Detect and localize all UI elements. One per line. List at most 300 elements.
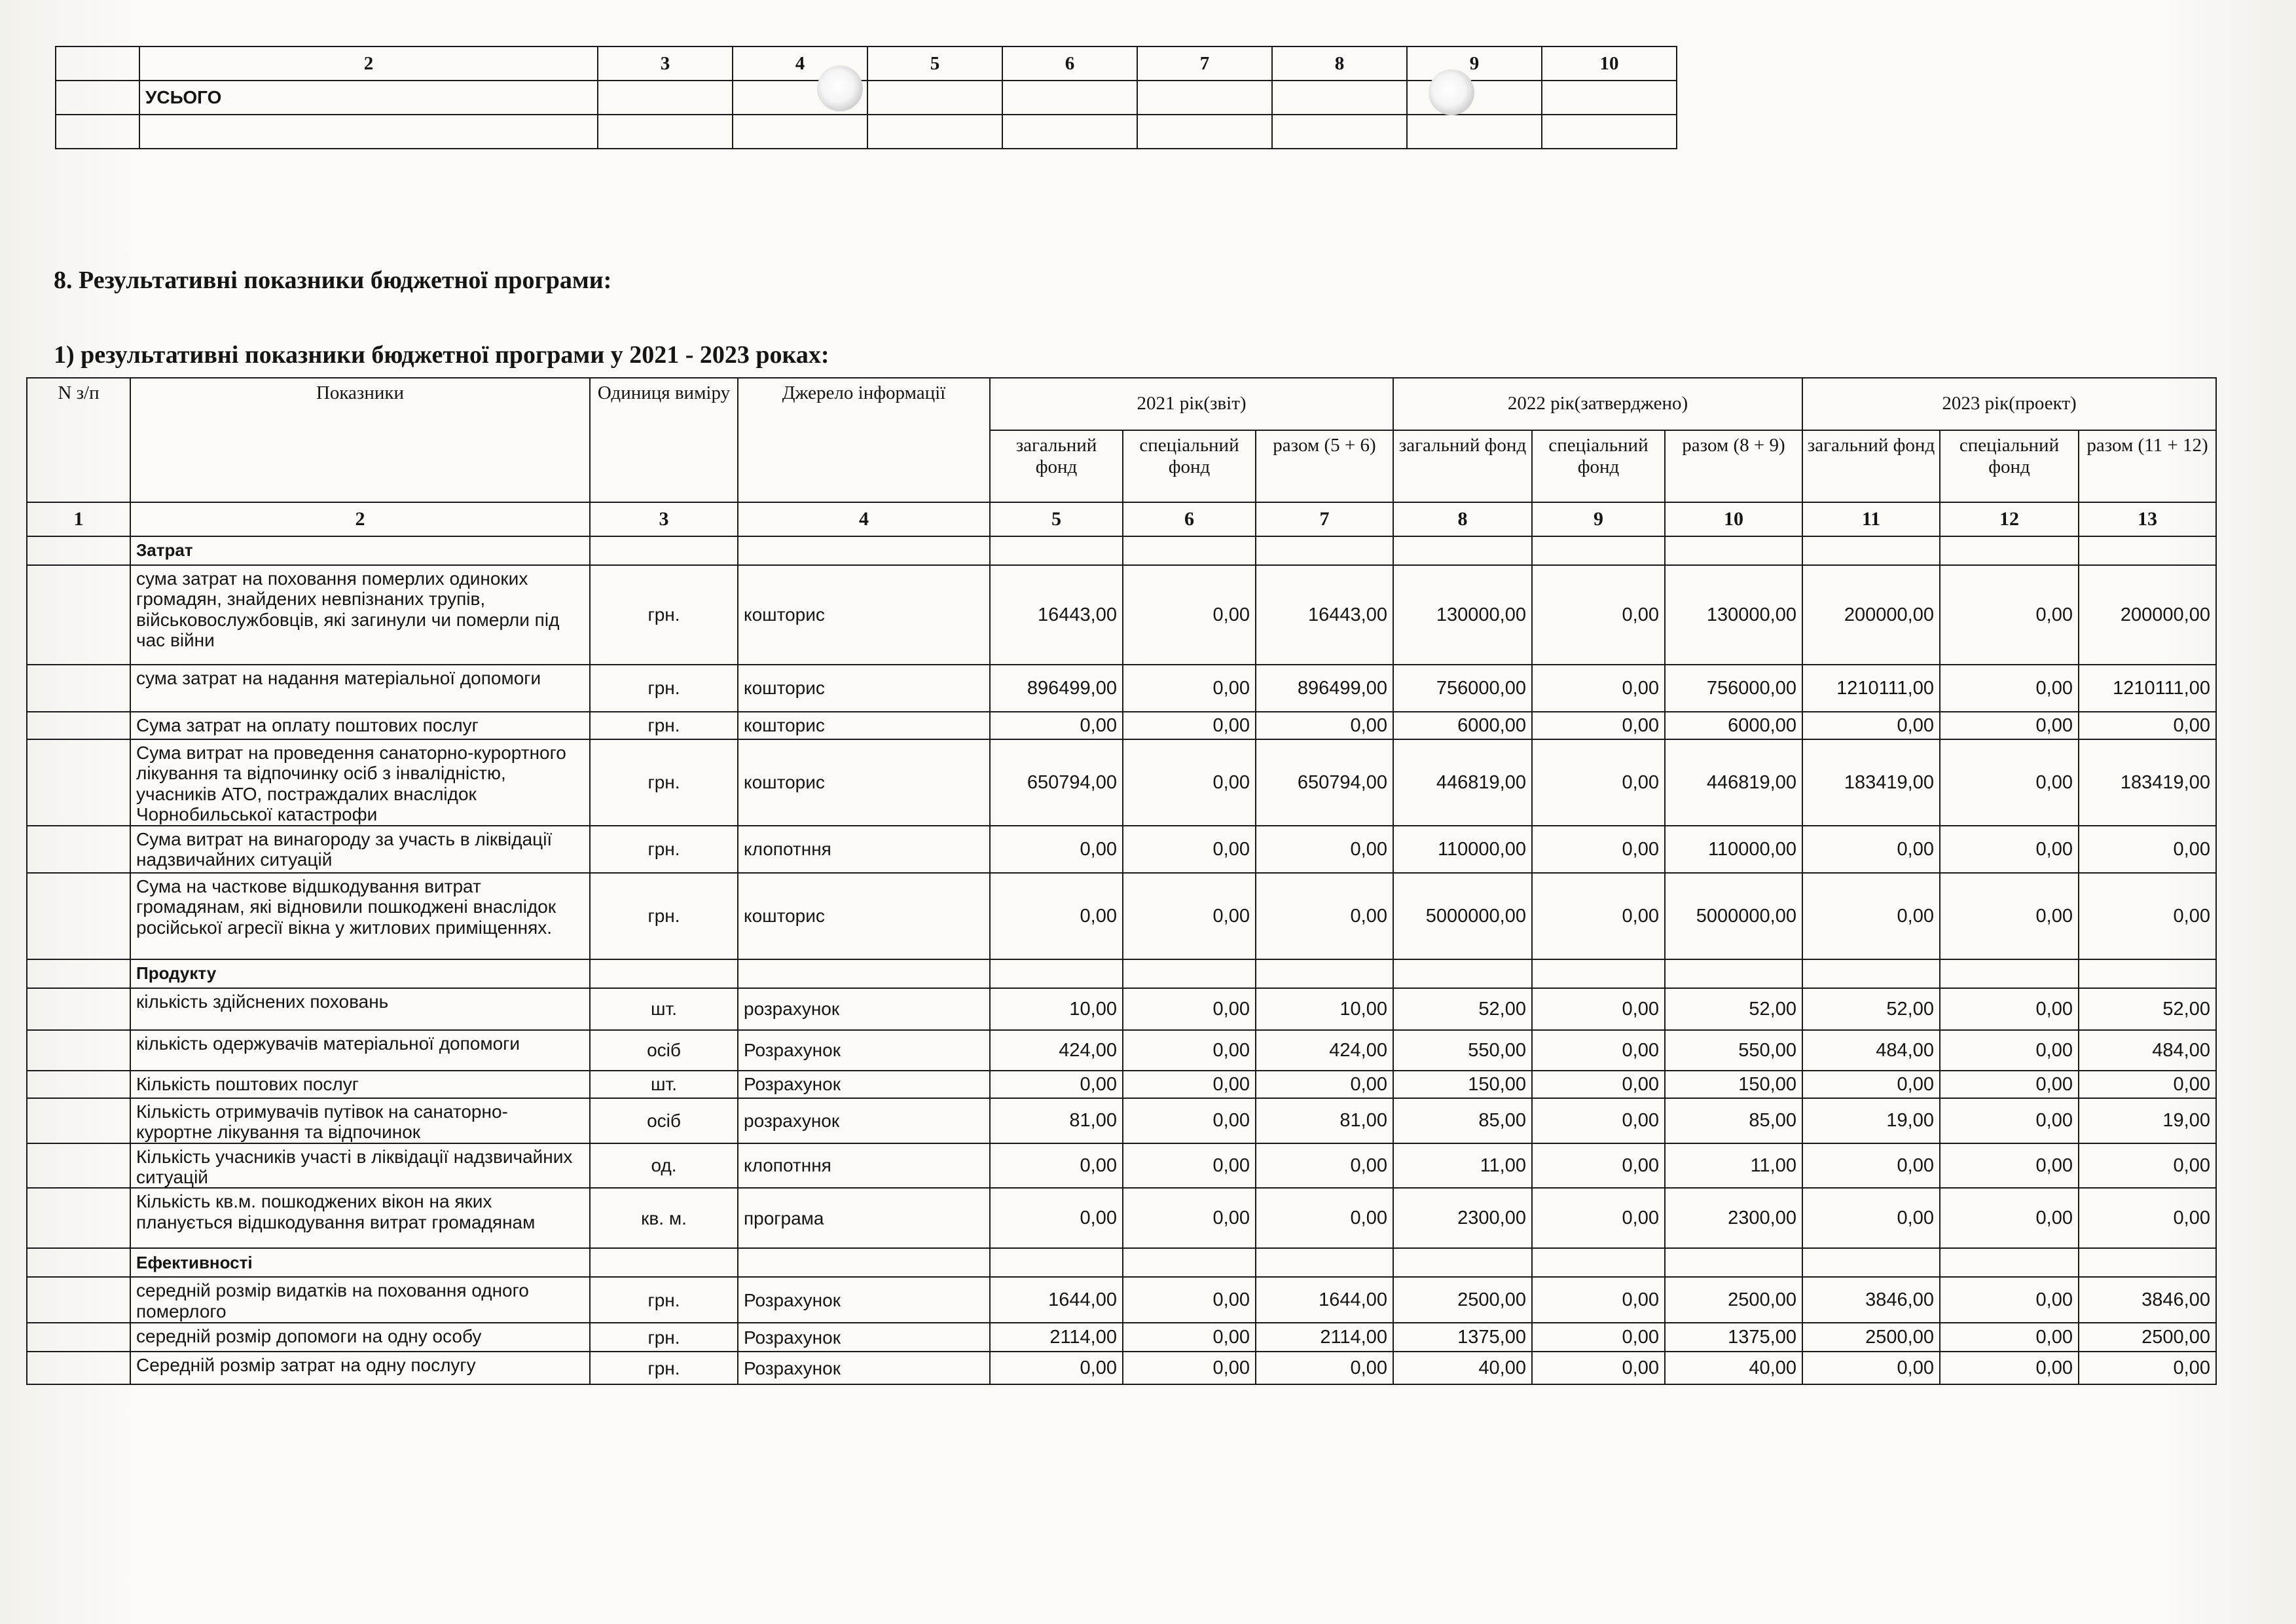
value-2021-special-fund: 0,00	[1123, 739, 1256, 826]
value-2021-special-fund: 0,00	[1123, 1143, 1256, 1189]
value-2022-special-fund: 0,00	[1532, 1188, 1665, 1248]
header-general-fund: загальний фонд	[1393, 430, 1532, 502]
value-2023-sum: 0,00	[2079, 1143, 2216, 1189]
row-number-cell	[27, 1071, 130, 1098]
empty-cell	[1123, 536, 1256, 565]
header-sum-2021: разом (5 + 6)	[1256, 430, 1393, 502]
value-2023-sum: 200000,00	[2079, 565, 2216, 665]
value-2023-sum: 0,00	[2079, 826, 2216, 873]
top-table-col-index: 10	[1542, 46, 1677, 81]
value-2021-sum: 650794,00	[1256, 739, 1393, 826]
indicator-name: Кількість поштових послуг	[130, 1071, 590, 1098]
subsection-1-heading: 1) результативні показники бюджетної програми у 2021 - 2023 роках:	[54, 341, 829, 369]
value-2022-sum: 5000000,00	[1665, 873, 1802, 959]
top-table-cell	[1407, 115, 1542, 149]
value-2021-general-fund: 16443,00	[990, 565, 1123, 665]
section-row	[27, 959, 2216, 988]
indicator-name: Сума на часткове відшкодування витрат громадянам, які відновили пошкоджені внаслідок російської агресії вікна у житлових приміщеннях.	[130, 873, 590, 959]
value-2022-special-fund: 0,00	[1532, 565, 1665, 665]
empty-cell	[1665, 959, 1802, 988]
row-number-cell	[27, 1323, 130, 1352]
top-table-cell	[867, 81, 1002, 115]
value-2022-special-fund: 0,00	[1532, 1030, 1665, 1071]
value-2023-special-fund: 0,00	[1940, 1098, 2079, 1143]
empty-cell	[1256, 1248, 1393, 1277]
value-2022-sum: 550,00	[1665, 1030, 1802, 1071]
empty-cell	[1665, 536, 1802, 565]
row-number-cell	[27, 665, 130, 712]
value-2022-sum: 6000,00	[1665, 712, 1802, 739]
header-unit: Одиниця виміру	[590, 378, 738, 502]
indicator-row	[27, 739, 2216, 826]
empty-cell	[2079, 959, 2216, 988]
row-number-cell	[27, 1143, 130, 1189]
source-cell: клопотння	[738, 826, 990, 873]
indicator-row	[27, 873, 2216, 959]
source-cell: розрахунок	[738, 1098, 990, 1143]
value-2021-special-fund: 0,00	[1123, 665, 1256, 712]
value-2021-sum: 0,00	[1256, 712, 1393, 739]
value-2021-sum: 0,00	[1256, 1071, 1393, 1098]
value-2023-general-fund: 0,00	[1802, 1352, 1940, 1384]
indicator-name: кількість здійснених поховань	[130, 988, 590, 1030]
value-2023-special-fund: 0,00	[1940, 1277, 2079, 1323]
value-2022-general-fund: 550,00	[1393, 1030, 1532, 1071]
top-table-col-index: 9	[1407, 46, 1542, 81]
value-2022-general-fund: 5000000,00	[1393, 873, 1532, 959]
column-index: 6	[1123, 502, 1256, 536]
value-2021-sum: 0,00	[1256, 873, 1393, 959]
top-table-cell	[1272, 115, 1407, 149]
value-2022-general-fund: 1375,00	[1393, 1323, 1532, 1352]
row-number-cell	[27, 873, 130, 959]
unit-cell: грн.	[590, 665, 738, 712]
value-2022-sum: 2500,00	[1665, 1277, 1802, 1323]
empty-cell	[1940, 536, 2079, 565]
row-number-cell	[27, 712, 130, 739]
value-2022-sum: 130000,00	[1665, 565, 1802, 665]
value-2022-sum: 52,00	[1665, 988, 1802, 1030]
value-2023-special-fund: 0,00	[1940, 873, 2079, 959]
value-2022-general-fund: 130000,00	[1393, 565, 1532, 665]
value-2023-special-fund: 0,00	[1940, 665, 2079, 712]
value-2021-special-fund: 0,00	[1123, 1071, 1256, 1098]
top-table-cell	[1137, 81, 1272, 115]
value-2021-general-fund: 0,00	[990, 1188, 1123, 1248]
header-source: Джерело інформації	[738, 378, 990, 502]
top-table-cell	[867, 115, 1002, 149]
value-2021-general-fund: 0,00	[990, 873, 1123, 959]
header-num: N з/п	[27, 378, 130, 502]
top-table-cell	[1002, 115, 1137, 149]
value-2021-special-fund: 0,00	[1123, 1352, 1256, 1384]
value-2022-special-fund: 0,00	[1532, 1143, 1665, 1189]
section-title: Ефективності	[130, 1248, 590, 1277]
column-index: 4	[738, 502, 990, 536]
value-2022-general-fund: 85,00	[1393, 1098, 1532, 1143]
value-2022-general-fund: 150,00	[1393, 1071, 1532, 1098]
value-2022-special-fund: 0,00	[1532, 873, 1665, 959]
column-index: 5	[990, 502, 1123, 536]
value-2023-sum: 0,00	[2079, 1071, 2216, 1098]
top-table-header-row	[56, 46, 1677, 81]
empty-cell	[990, 1248, 1123, 1277]
unit-cell: осіб	[590, 1030, 738, 1071]
source-cell: Розрахунок	[738, 1323, 990, 1352]
indicator-name: середній розмір допомоги на одну особу	[130, 1323, 590, 1352]
unit-cell: од.	[590, 1143, 738, 1189]
source-cell: кошторис	[738, 739, 990, 826]
indicator-row	[27, 712, 2216, 739]
top-table-cell	[1002, 81, 1137, 115]
top-table-cell	[1137, 115, 1272, 149]
row-number-cell	[27, 1352, 130, 1384]
row-number-cell	[27, 1277, 130, 1323]
value-2022-general-fund: 11,00	[1393, 1143, 1532, 1189]
empty-cell	[590, 536, 738, 565]
value-2022-general-fund: 2500,00	[1393, 1277, 1532, 1323]
top-table-empty-row	[56, 115, 1677, 149]
value-2023-general-fund: 0,00	[1802, 1188, 1940, 1248]
indicator-row	[27, 1098, 2216, 1143]
column-index: 11	[1802, 502, 1940, 536]
row-number-cell	[27, 988, 130, 1030]
empty-cell	[2079, 536, 2216, 565]
value-2023-general-fund: 19,00	[1802, 1098, 1940, 1143]
section-row	[27, 1248, 2216, 1277]
source-cell: Розрахунок	[738, 1071, 990, 1098]
empty-cell	[1532, 536, 1665, 565]
indicator-name: Кількість кв.м. пошкоджених вікон на яких планується відшкодування витрат громадянам	[130, 1188, 590, 1248]
value-2021-special-fund: 0,00	[1123, 565, 1256, 665]
row-number-cell	[27, 1030, 130, 1071]
row-number-cell	[27, 565, 130, 665]
top-table-col-index: 5	[867, 46, 1002, 81]
value-2021-sum: 0,00	[1256, 1143, 1393, 1189]
column-index: 7	[1256, 502, 1393, 536]
value-2022-special-fund: 0,00	[1532, 1277, 1665, 1323]
header-year-2021: 2021 рік(звіт)	[990, 378, 1393, 430]
column-index: 2	[130, 502, 590, 536]
top-table-col-index: 2	[139, 46, 598, 81]
value-2021-special-fund: 0,00	[1123, 826, 1256, 873]
top-table-col-index: 4	[733, 46, 867, 81]
value-2023-special-fund: 0,00	[1940, 739, 2079, 826]
top-table-col-index: 7	[1137, 46, 1272, 81]
value-2021-general-fund: 2114,00	[990, 1323, 1123, 1352]
value-2023-general-fund: 0,00	[1802, 873, 1940, 959]
value-2023-general-fund: 0,00	[1802, 1071, 1940, 1098]
indicator-row	[27, 665, 2216, 712]
value-2023-sum: 0,00	[2079, 712, 2216, 739]
value-2021-general-fund: 424,00	[990, 1030, 1123, 1071]
unit-cell: грн.	[590, 739, 738, 826]
indicator-row	[27, 565, 2216, 665]
source-cell: Розрахунок	[738, 1352, 990, 1384]
value-2021-sum: 81,00	[1256, 1098, 1393, 1143]
empty-cell	[1256, 536, 1393, 565]
top-table-cell	[598, 81, 733, 115]
value-2021-sum: 10,00	[1256, 988, 1393, 1030]
empty-cell	[1940, 1248, 2079, 1277]
value-2021-general-fund: 0,00	[990, 1143, 1123, 1189]
value-2023-special-fund: 0,00	[1940, 1352, 2079, 1384]
source-cell: програма	[738, 1188, 990, 1248]
value-2022-sum: 40,00	[1665, 1352, 1802, 1384]
header-special-fund: спеціальний фонд	[1532, 430, 1665, 502]
value-2022-sum: 110000,00	[1665, 826, 1802, 873]
value-2022-special-fund: 0,00	[1532, 826, 1665, 873]
value-2023-special-fund: 0,00	[1940, 826, 2079, 873]
empty-cell	[1802, 1248, 1940, 1277]
value-2023-sum: 2500,00	[2079, 1323, 2216, 1352]
empty-cell	[1256, 959, 1393, 988]
indicator-name: Сума витрат на проведення санаторно-курортного лікування та відпочинку осіб з інвалідністю, учасників АТО, постраждалих внаслідок Чорнобильської катастрофи	[130, 739, 590, 826]
value-2022-general-fund: 446819,00	[1393, 739, 1532, 826]
header-row-years	[27, 378, 2216, 430]
indicator-row	[27, 1277, 2216, 1323]
unit-cell: шт.	[590, 988, 738, 1030]
value-2021-special-fund: 0,00	[1123, 712, 1256, 739]
indicator-name: Сума витрат на винагороду за участь в ліквідації надзвичайних ситуацій	[130, 826, 590, 873]
punch-hole-mark	[817, 65, 863, 111]
empty-cell	[738, 959, 990, 988]
value-2023-special-fund: 0,00	[1940, 1143, 2079, 1189]
empty-cell	[990, 536, 1123, 565]
column-index: 12	[1940, 502, 2079, 536]
value-2022-sum: 11,00	[1665, 1143, 1802, 1189]
row-number-cell	[27, 826, 130, 873]
value-2021-special-fund: 0,00	[1123, 1098, 1256, 1143]
value-2023-general-fund: 1210111,00	[1802, 665, 1940, 712]
empty-cell	[2079, 1248, 2216, 1277]
indicator-name: сума затрат на надання матеріальної допомоги	[130, 665, 590, 712]
value-2023-sum: 484,00	[2079, 1030, 2216, 1071]
indicator-row	[27, 1143, 2216, 1189]
section-8-heading: 8. Результативні показники бюджетної програми:	[54, 267, 612, 294]
indicator-name: Середній розмір затрат на одну послугу	[130, 1352, 590, 1384]
column-index-row	[27, 502, 2216, 536]
top-table-cell	[1542, 115, 1677, 149]
indicators-body	[27, 502, 2216, 1384]
empty-cell	[1393, 1248, 1532, 1277]
value-2023-general-fund: 183419,00	[1802, 739, 1940, 826]
value-2022-sum: 1375,00	[1665, 1323, 1802, 1352]
value-2023-general-fund: 0,00	[1802, 826, 1940, 873]
unit-cell: грн.	[590, 1277, 738, 1323]
source-cell: кошторис	[738, 873, 990, 959]
performance-indicators-table	[26, 377, 2217, 1385]
value-2021-special-fund: 0,00	[1123, 1030, 1256, 1071]
empty-cell	[1802, 536, 1940, 565]
value-2023-special-fund: 0,00	[1940, 988, 2079, 1030]
row-number-cell	[27, 739, 130, 826]
empty-cell	[1123, 959, 1256, 988]
header-general-fund: загальний фонд	[1802, 430, 1940, 502]
value-2021-general-fund: 0,00	[990, 1352, 1123, 1384]
source-cell: розрахунок	[738, 988, 990, 1030]
top-table-col-index: 8	[1272, 46, 1407, 81]
indicator-name: Кількість отримувачів путівок на санаторно-курортне лікування та відпочинок	[130, 1098, 590, 1143]
value-2022-special-fund: 0,00	[1532, 739, 1665, 826]
header-general-fund: загальний фонд	[990, 430, 1123, 502]
value-2021-general-fund: 0,00	[990, 826, 1123, 873]
unit-cell: грн.	[590, 826, 738, 873]
value-2022-sum: 446819,00	[1665, 739, 1802, 826]
source-cell: кошторис	[738, 565, 990, 665]
indicator-row	[27, 1030, 2216, 1071]
value-2021-sum: 0,00	[1256, 1188, 1393, 1248]
top-table-cell	[56, 81, 139, 115]
value-2022-general-fund: 6000,00	[1393, 712, 1532, 739]
value-2023-sum: 0,00	[2079, 1188, 2216, 1248]
indicator-name: середній розмір видатків на поховання одного померлого	[130, 1277, 590, 1323]
value-2023-special-fund: 0,00	[1940, 1030, 2079, 1071]
top-table-cell	[56, 46, 139, 81]
unit-cell: кв. м.	[590, 1188, 738, 1248]
empty-cell	[1532, 1248, 1665, 1277]
indicator-name: сума затрат на поховання померлих одиноких громадян, знайдених невпізнаних трупів, військовослужбовців, які загинули чи померли під час війни	[130, 565, 590, 665]
value-2022-special-fund: 0,00	[1532, 1098, 1665, 1143]
empty-cell	[1393, 536, 1532, 565]
indicator-row	[27, 1071, 2216, 1098]
top-table-cell	[1407, 81, 1542, 115]
unit-cell: грн.	[590, 565, 738, 665]
value-2023-general-fund: 52,00	[1802, 988, 1940, 1030]
header-sum-2022: разом (8 + 9)	[1665, 430, 1802, 502]
source-cell: кошторис	[738, 665, 990, 712]
value-2021-general-fund: 0,00	[990, 1071, 1123, 1098]
value-2021-general-fund: 81,00	[990, 1098, 1123, 1143]
row-number-cell	[27, 1188, 130, 1248]
punch-hole-mark	[1429, 69, 1474, 115]
value-2021-special-fund: 0,00	[1123, 873, 1256, 959]
value-2021-general-fund: 896499,00	[990, 665, 1123, 712]
value-2022-special-fund: 0,00	[1532, 712, 1665, 739]
value-2023-general-fund: 3846,00	[1802, 1277, 1940, 1323]
column-index: 8	[1393, 502, 1532, 536]
value-2021-sum: 0,00	[1256, 826, 1393, 873]
section-title: Затрат	[130, 536, 590, 565]
value-2023-general-fund: 484,00	[1802, 1030, 1940, 1071]
value-2023-sum: 52,00	[2079, 988, 2216, 1030]
value-2023-special-fund: 0,00	[1940, 1071, 2079, 1098]
value-2022-general-fund: 52,00	[1393, 988, 1532, 1030]
value-2022-general-fund: 756000,00	[1393, 665, 1532, 712]
value-2021-general-fund: 650794,00	[990, 739, 1123, 826]
source-cell: Розрахунок	[738, 1030, 990, 1071]
top-table-cell	[1542, 81, 1677, 115]
indicator-row	[27, 988, 2216, 1030]
header-indicators: Показники	[130, 378, 590, 502]
header-special-fund: спеціальний фонд	[1940, 430, 2079, 502]
value-2023-special-fund: 0,00	[1940, 712, 2079, 739]
value-2021-general-fund: 0,00	[990, 712, 1123, 739]
top-table-cell	[733, 115, 867, 149]
header-year-2023: 2023 рік(проект)	[1802, 378, 2216, 430]
top-table-cell	[56, 115, 139, 149]
indicator-name: Сума затрат на оплату поштових послуг	[130, 712, 590, 739]
value-2021-special-fund: 0,00	[1123, 1188, 1256, 1248]
source-cell: клопотння	[738, 1143, 990, 1189]
unit-cell: грн.	[590, 1323, 738, 1352]
unit-cell: грн.	[590, 1352, 738, 1384]
empty-cell	[1393, 959, 1532, 988]
value-2023-general-fund: 2500,00	[1802, 1323, 1940, 1352]
header-sum-2023: разом (11 + 12)	[2079, 430, 2216, 502]
section-row	[27, 536, 2216, 565]
unit-cell: грн.	[590, 873, 738, 959]
value-2023-general-fund: 200000,00	[1802, 565, 1940, 665]
column-index: 13	[2079, 502, 2216, 536]
value-2023-general-fund: 0,00	[1802, 712, 1940, 739]
indicator-row	[27, 1188, 2216, 1248]
value-2023-sum: 19,00	[2079, 1098, 2216, 1143]
value-2023-special-fund: 0,00	[1940, 1188, 2079, 1248]
column-index: 3	[590, 502, 738, 536]
value-2023-special-fund: 0,00	[1940, 565, 2079, 665]
value-2021-sum: 896499,00	[1256, 665, 1393, 712]
empty-cell	[738, 536, 990, 565]
empty-cell	[1802, 959, 1940, 988]
value-2022-special-fund: 0,00	[1532, 1071, 1665, 1098]
value-2021-sum: 2114,00	[1256, 1323, 1393, 1352]
value-2022-special-fund: 0,00	[1532, 665, 1665, 712]
empty-cell	[1940, 959, 2079, 988]
value-2023-sum: 1210111,00	[2079, 665, 2216, 712]
value-2022-sum: 85,00	[1665, 1098, 1802, 1143]
top-table-cell	[1272, 81, 1407, 115]
section-title: Продукту	[130, 959, 590, 988]
value-2022-sum: 150,00	[1665, 1071, 1802, 1098]
value-2021-sum: 1644,00	[1256, 1277, 1393, 1323]
top-table-col-index: 6	[1002, 46, 1137, 81]
empty-cell	[590, 959, 738, 988]
value-2023-sum: 3846,00	[2079, 1277, 2216, 1323]
value-2021-general-fund: 10,00	[990, 988, 1123, 1030]
value-2023-sum: 0,00	[2079, 1352, 2216, 1384]
empty-cell	[738, 1248, 990, 1277]
value-2023-special-fund: 0,00	[1940, 1323, 2079, 1352]
value-2022-special-fund: 0,00	[1532, 988, 1665, 1030]
column-index: 10	[1665, 502, 1802, 536]
total-label: УСЬОГО	[139, 81, 598, 115]
row-number-cell	[27, 1098, 130, 1143]
empty-cell	[590, 1248, 738, 1277]
top-table-cell	[139, 115, 598, 149]
value-2022-general-fund: 40,00	[1393, 1352, 1532, 1384]
indicator-row	[27, 1323, 2216, 1352]
column-index: 1	[27, 502, 130, 536]
value-2021-special-fund: 0,00	[1123, 1323, 1256, 1352]
value-2021-sum: 16443,00	[1256, 565, 1393, 665]
empty-cell	[1532, 959, 1665, 988]
empty-cell	[990, 959, 1123, 988]
indicator-name: кількість одержувачів матеріальної допомоги	[130, 1030, 590, 1071]
header-special-fund: спеціальний фонд	[1123, 430, 1256, 502]
empty-cell	[27, 959, 130, 988]
value-2022-special-fund: 0,00	[1532, 1352, 1665, 1384]
empty-cell	[1123, 1248, 1256, 1277]
value-2021-general-fund: 1644,00	[990, 1277, 1123, 1323]
value-2021-special-fund: 0,00	[1123, 1277, 1256, 1323]
value-2022-special-fund: 0,00	[1532, 1323, 1665, 1352]
value-2023-sum: 0,00	[2079, 873, 2216, 959]
value-2023-sum: 183419,00	[2079, 739, 2216, 826]
indicator-row	[27, 1352, 2216, 1384]
top-table-cell	[598, 115, 733, 149]
unit-cell: шт.	[590, 1071, 738, 1098]
